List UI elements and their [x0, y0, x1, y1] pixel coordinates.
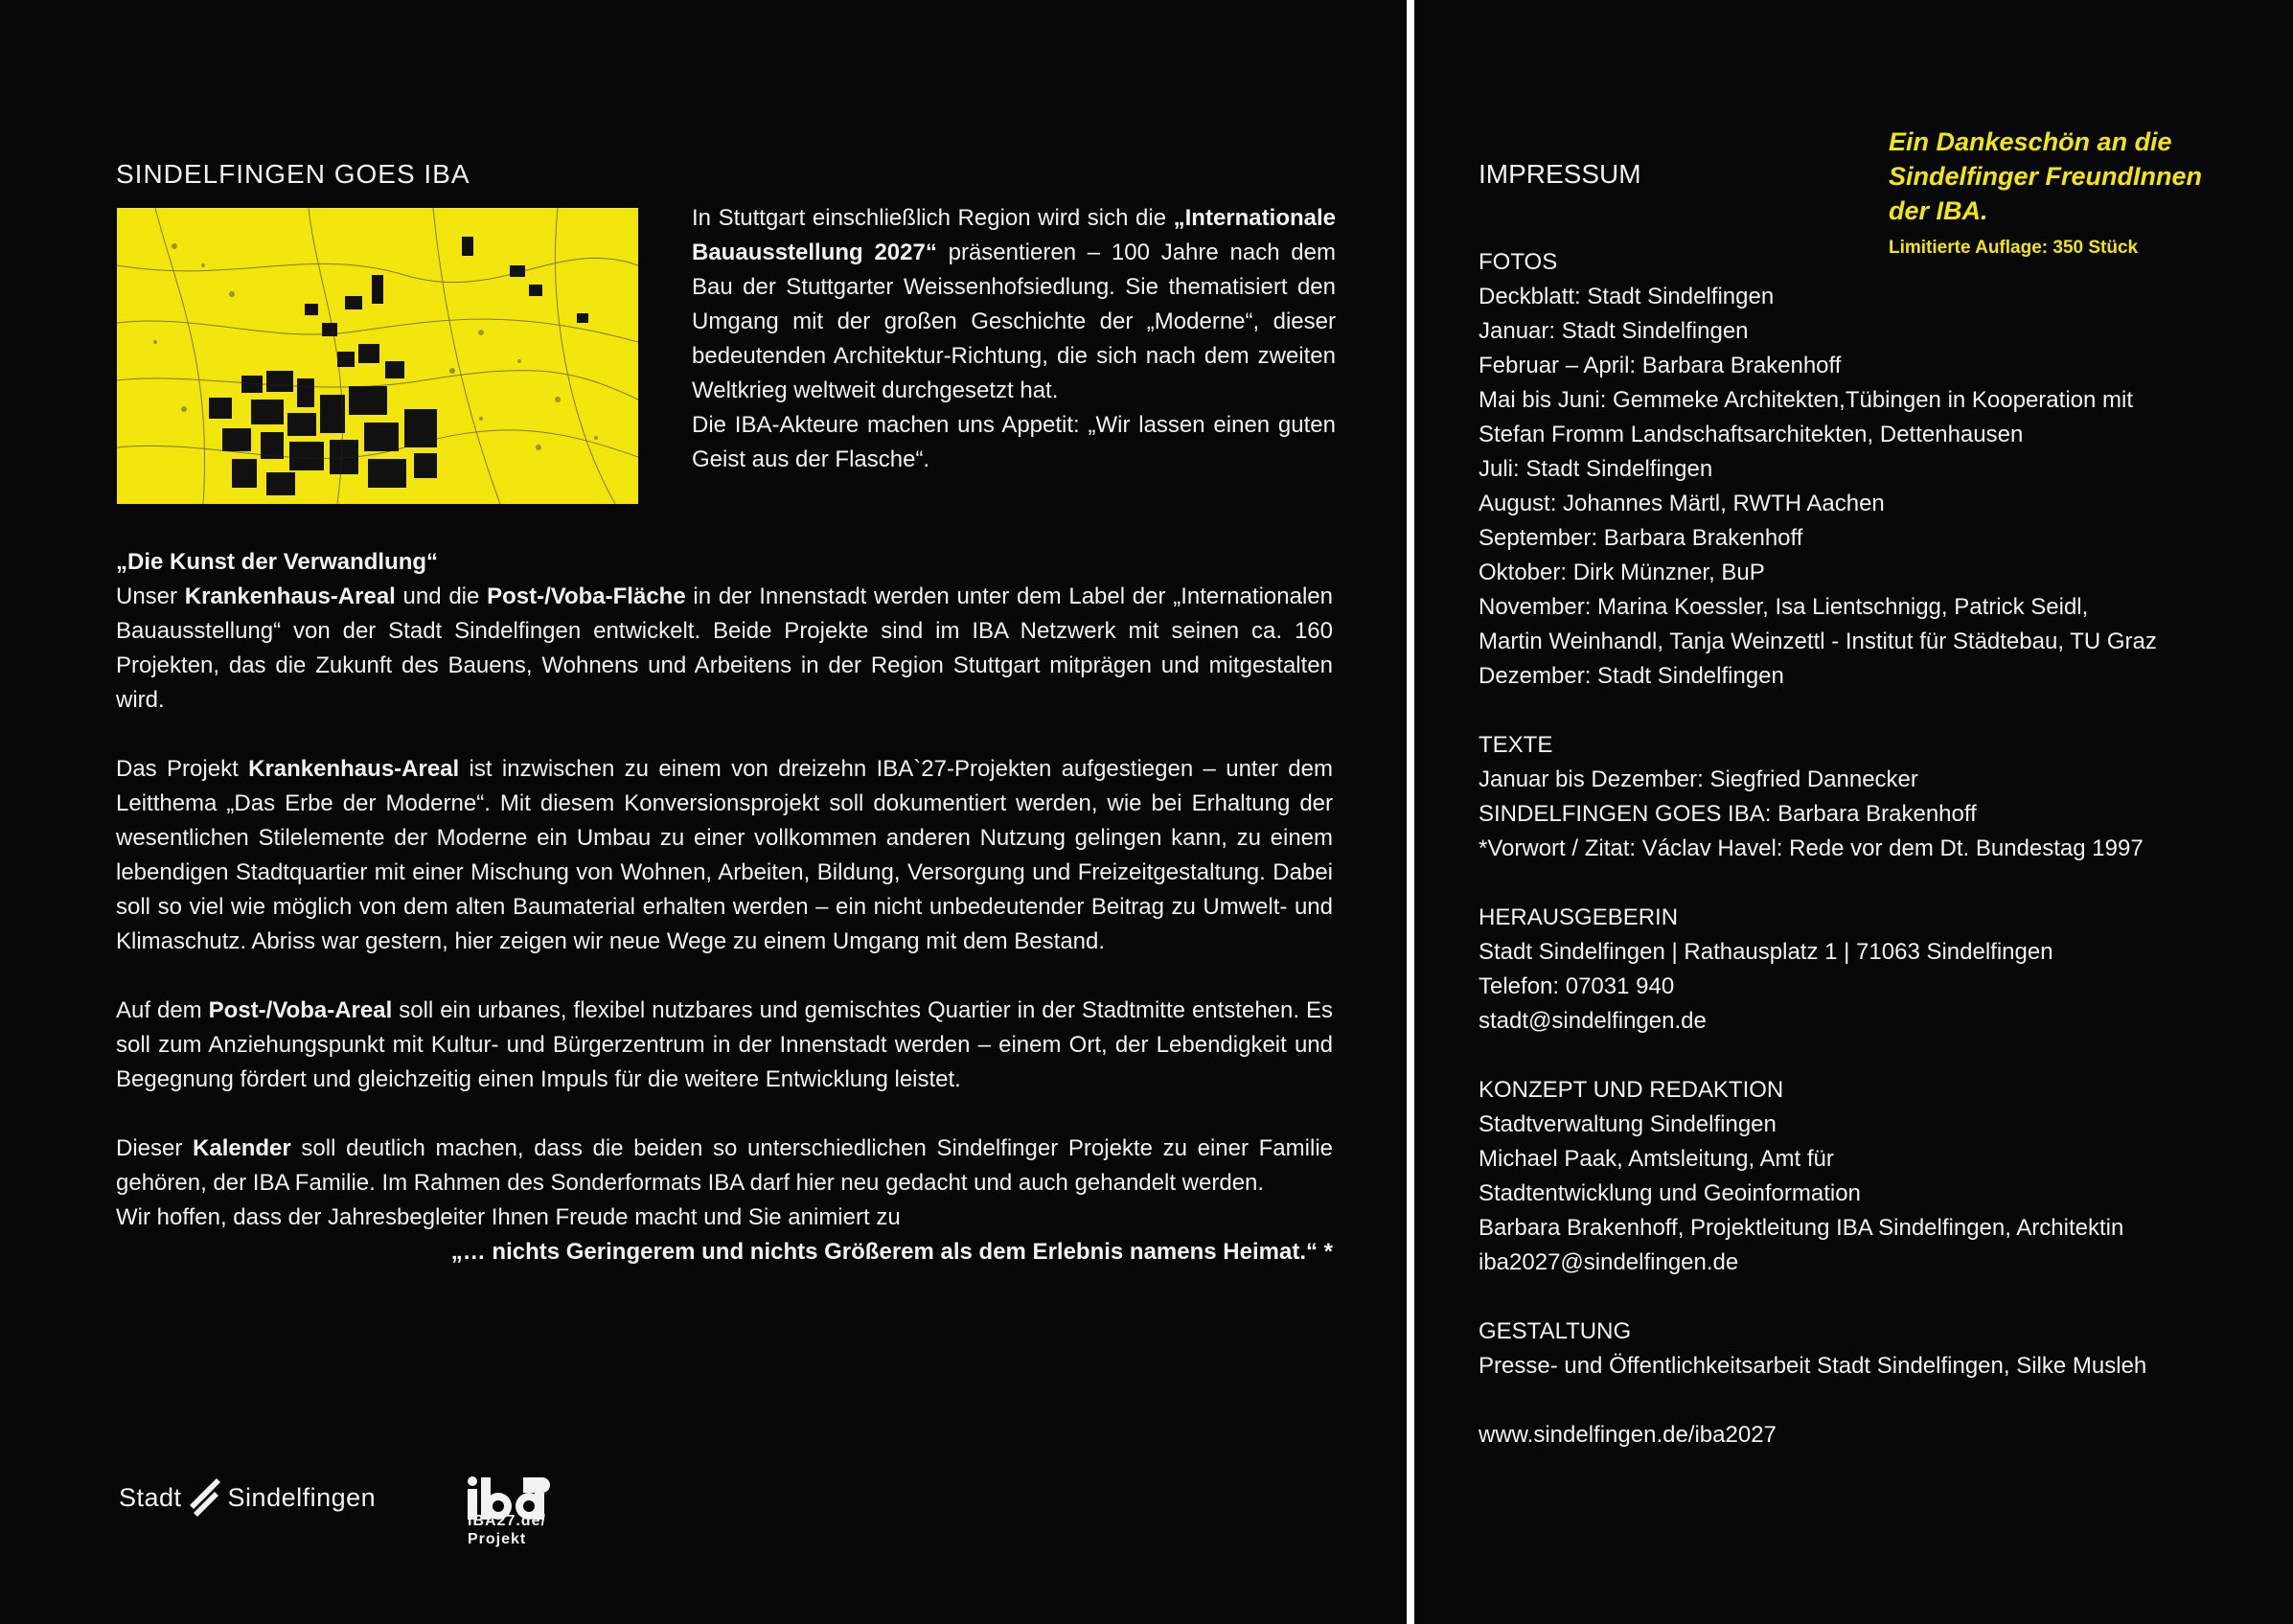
iba-caption-line: Projekt [468, 1531, 527, 1547]
text-segment: ist inzwischen zu einem von dreizehn IBA`27-Projekten aufgestiegen – unter dem Leitthema „Das Erbe der Moderne“. Mit diesem Konversionsprojekt soll dokumentiert werden, wie bei Erhaltung der wesentlichen Stilelemente der Moderne ein Umbau zu einer vollkommen anderen Nutzung gelingen kann, zu einem lebendigen Stadtquartier mit einer Mischung von Wohnen, Arbeiten, Bildung, Versorgung und Freizeitgestaltung. Dabei soll so viel wie möglich von dem alten Baumaterial erhalten werden – ein nicht unbedeutender Beitrag zu Umwelt- und Klimaschutz. Abriss war gestern, hier zeigen wir neue Wege zu einem Umgang mit dem Bestand. [116, 756, 1333, 954]
imprint-line: Barbara Brakenhoff, Projektleitung IBA Sindelfingen, Architektin [1479, 1215, 2124, 1241]
imprint-line: SINDELFINGEN GOES IBA: Barbara Brakenhoff [1479, 801, 1977, 827]
imprint-line: Deckblatt: Stadt Sindelfingen [1479, 284, 1775, 309]
website-link[interactable]: www.sindelfingen.de/iba2027 [1479, 1422, 1777, 1448]
thanks-note [1889, 125, 2234, 259]
article-paragraph-5: Wir hoffen, dass der Jahresbegleiter Ihnen Freude macht und Sie animiert zu [116, 1204, 901, 1230]
imprint-line: Januar: Stadt Sindelfingen [1479, 318, 1749, 344]
iba-caption-line: IBA27.de/ [468, 1513, 546, 1529]
section-heading: HERAUSGEBERIN [1479, 904, 1679, 930]
intro-text-segment: In Stuttgart einschließlich Region wird sich die [692, 205, 1174, 231]
intro-bold-segment: „Internationale Bauausstellung 2027“ [692, 205, 1336, 265]
city-map-graphic [117, 208, 638, 504]
imprint-line: Presse- und Öffentlichkeitsarbeit Stadt Sindelfingen, Silke Musleh [1479, 1353, 2147, 1379]
imprint-section-texte [1479, 728, 2245, 866]
intro-paragraph-2: Die IBA-Akteure machen uns Appetit: „Wir lassen einen guten Geist aus der Flasche“. [692, 412, 1336, 472]
iba-logo-caption [468, 1512, 546, 1548]
imprint-section-konzept [1479, 1073, 2245, 1280]
imprint-line: Februar – April: Barbara Brakenhoff [1479, 353, 1842, 378]
sindelfingen-stripes-icon [188, 1476, 222, 1519]
section-heading: TEXTE [1479, 732, 1553, 758]
thanks-heading: Ein Dankeschön an die Sindelfinger FreundInnen der IBA. [1889, 127, 2203, 225]
section-heading: KONZEPT UND REDAKTION [1479, 1077, 1784, 1103]
imprint-section-herausgeberin [1479, 901, 2245, 1039]
email-link[interactable]: stadt@sindelfingen.de [1479, 1008, 1707, 1034]
imprint-line: Oktober: Dirk Münzner, BuP [1479, 560, 1765, 585]
imprint-line: August: Johannes Märtl, RWTH Aachen [1479, 491, 1885, 516]
imprint-line: Stadtentwicklung und Geoinformation [1479, 1180, 1861, 1206]
intro-text-segment: präsentieren – 100 Jahre nach dem Bau der Stuttgarter Weissenhofsiedlung. Sie thematisiert den Umgang mit der großen Geschichte der „Moderne“, dieser bedeutenden Architektur-Richtung, die sich nach dem zweiten Weltkrieg weltweit durchgesetzt hat. [692, 240, 1336, 403]
logo-text-stadt: Stadt [119, 1482, 182, 1512]
imprint-line: November: Marina Koessler, Isa Lientschnigg, Patrick Seidl, [1479, 594, 2089, 620]
article-subhead: „Die Kunst der Verwandlung“ [116, 549, 439, 575]
article-paragraph-3 [116, 994, 1333, 1097]
impressum-title: IMPRESSUM [1479, 159, 1641, 189]
intro-text [692, 201, 1336, 477]
bold-segment: Krankenhaus-Areal [184, 583, 396, 609]
bold-segment: Post-/Voba-Fläche [487, 583, 686, 609]
text-segment: in der Innenstadt werden unter dem Label der „Internationalen Bauausstellung“ von der Stadt Sindelfingen entwickelt. Beide Projekte sind im IBA Netzwerk mit seinen ca. 160 Projekten, das die Zukunft des Bauens, Wohnens und Arbeitens in der Region Stuttgart mitprägen und mitgestalten wird. [116, 583, 1334, 713]
imprint-line: Michael Paak, Amtsleitung, Amt für [1479, 1146, 1834, 1172]
main-article [116, 545, 1333, 1304]
city-map-image [117, 208, 638, 504]
bold-segment: Kalender [193, 1135, 291, 1161]
section-heading: FOTOS [1479, 249, 1558, 275]
text-segment: Dieser [116, 1135, 194, 1161]
email-link[interactable]: iba2027@sindelfingen.de [1479, 1249, 1739, 1275]
text-segment: Das Projekt [116, 756, 249, 782]
imprint-line: Telefon: 07031 940 [1479, 973, 1675, 999]
text-segment: soll ein urbanes, flexibel nutzbares und gemischtes Quartier in der Stadtmitte entstehen. Es soll zum Anziehungspunkt mit Kultur- und Bürgerzentrum in der Innenstadt werden – einem Ort, der Lebendigkeit und Begegnung fördert und gleichzeitig einen Impuls für die weitere Entwicklung leistet. [116, 997, 1334, 1092]
text-segment: und die [395, 583, 488, 609]
page-title: SINDELFINGEN GOES IBA [116, 159, 470, 189]
imprint-line: September: Barbara Brakenhoff [1479, 525, 1803, 551]
text-segment: soll deutlich machen, dass die beiden so unterschiedlichen Sindelfinger Projekte zu einer Familie gehören, der IBA Familie. Im Rahmen des Sonderformats IBA darf hier neu gedacht und auch gehandelt werden. [116, 1135, 1333, 1196]
imprint-list [1479, 245, 2245, 1452]
imprint-line: Januar bis Dezember: Siegfried Dannecker [1479, 766, 1918, 792]
imprint-line: Stadtverwaltung Sindelfingen [1479, 1111, 1777, 1137]
text-segment: Unser [116, 583, 185, 609]
edition-note: Limitierte Auflage: 350 Stück [1889, 238, 2139, 258]
article-paragraph-2 [116, 752, 1333, 959]
section-heading: GESTALTUNG [1479, 1318, 1632, 1344]
imprint-line: Stefan Fromm Landschaftsarchitekten, Dettenhausen [1479, 422, 2024, 447]
logo-text-sindelfingen: Sindelfingen [227, 1482, 377, 1512]
imprint-line: Mai bis Juni: Gemmeke Architekten,Tübingen in Kooperation mit [1479, 387, 2134, 413]
intro-paragraph-1 [692, 201, 1336, 408]
imprint-line: *Vorwort / Zitat: Václav Havel: Rede vor dem Dt. Bundestag 1997 [1479, 835, 2144, 861]
article-paragraph-4 [116, 1132, 1333, 1201]
imprint-section-gestaltung [1479, 1315, 2245, 1384]
article-paragraph-1 [116, 580, 1333, 718]
imprint-line: Dezember: Stadt Sindelfingen [1479, 663, 1784, 689]
imprint-line: Stadt Sindelfingen | Rathausplatz 1 | 71063 Sindelfingen [1479, 939, 2053, 965]
closing-quote: „… nichts Geringerem und nichts Größerem als dem Erlebnis namens Heimat.“ * [450, 1239, 1333, 1265]
page-divider [1407, 0, 1414, 1624]
imprint-section-fotos [1479, 245, 2245, 694]
imprint-line: Juli: Stadt Sindelfingen [1479, 456, 1713, 482]
stadt-sindelfingen-logo [119, 1474, 376, 1521]
imprint-line: Martin Weinhandl, Tanja Weinzettl - Institut für Städtebau, TU Graz [1479, 629, 2157, 654]
text-segment: Auf dem [116, 997, 209, 1023]
bold-segment: Krankenhaus-Areal [248, 756, 460, 782]
bold-segment: Post-/Voba-Areal [208, 997, 393, 1023]
